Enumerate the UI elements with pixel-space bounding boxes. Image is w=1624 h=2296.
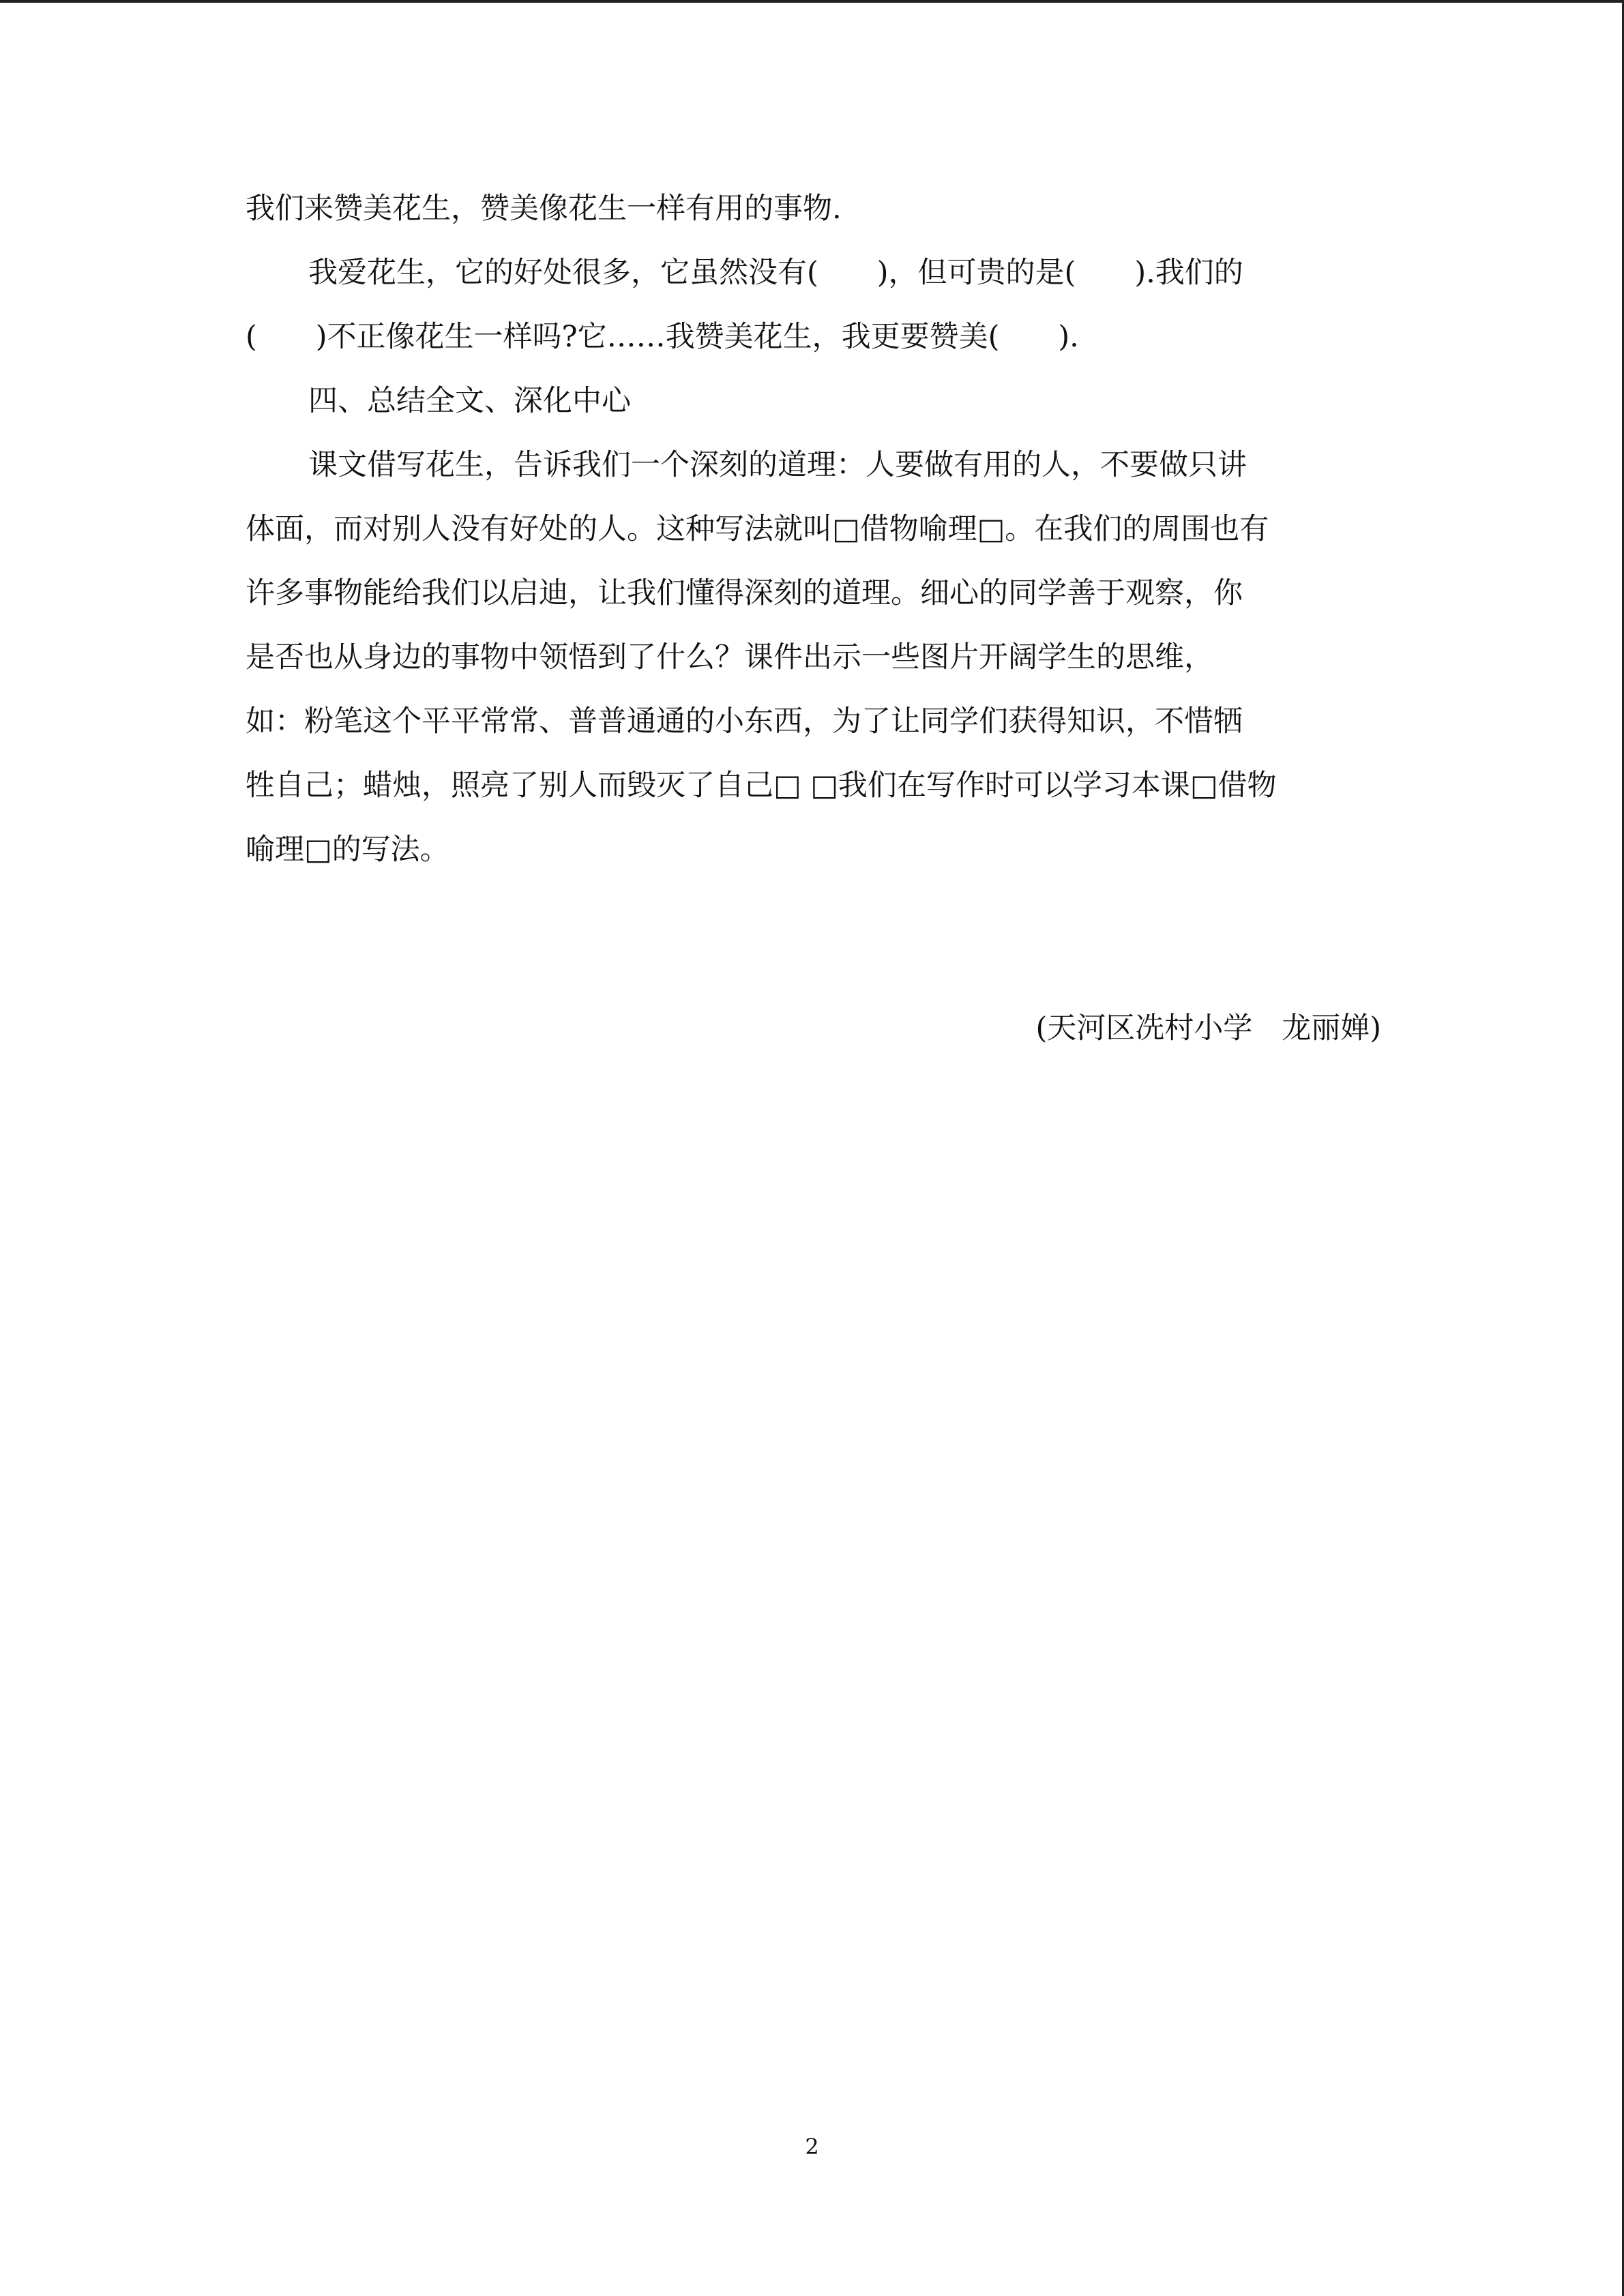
paragraph-line-5: 课文借写花生，告诉我们一个深刻的道理：人要做有用的人，不要做只讲 xyxy=(308,448,1247,482)
author-signature: (天河区冼村小学 龙丽婵) xyxy=(1035,1011,1381,1045)
paragraph-line-9: 如：粉笔这个平平常常、普普通通的小东西，为了让同学们获得知识，不惜牺 xyxy=(246,704,1243,739)
top-border xyxy=(0,0,1624,3)
paragraph-line-1: 我们来赞美花生，赞美像花生一样有用的事物. xyxy=(246,192,842,226)
paragraph-line-7: 许多事物能给我们以启迪，让我们懂得深刻的道理。细心的同学善于观察，你 xyxy=(246,576,1243,610)
paragraph-line-10: 牲自己；蜡烛，照亮了别人而毁灭了自己□ □我们在写作时可以学习本课□借物 xyxy=(246,769,1277,803)
paragraph-line-2: 我爱花生，它的好处很多，它虽然没有( )，但可贵的是( ).我们的 xyxy=(308,256,1243,290)
section-heading: 四、总结全文、深化中心 xyxy=(308,384,631,418)
paragraph-line-3: ( )不正像花生一样吗?它……我赞美花生，我更要赞美( ). xyxy=(246,320,1079,354)
paragraph-line-11: 喻理□的写法。 xyxy=(246,833,449,867)
paragraph-line-6: 体面，而对别人没有好处的人。这种写法就叫□借物喻理□。在我们的周围也有 xyxy=(246,512,1269,546)
page-number: 2 xyxy=(805,2134,819,2160)
paragraph-line-8: 是否也从身边的事物中领悟到了什么？课件出示一些图片开阔学生的思维， xyxy=(246,640,1213,674)
